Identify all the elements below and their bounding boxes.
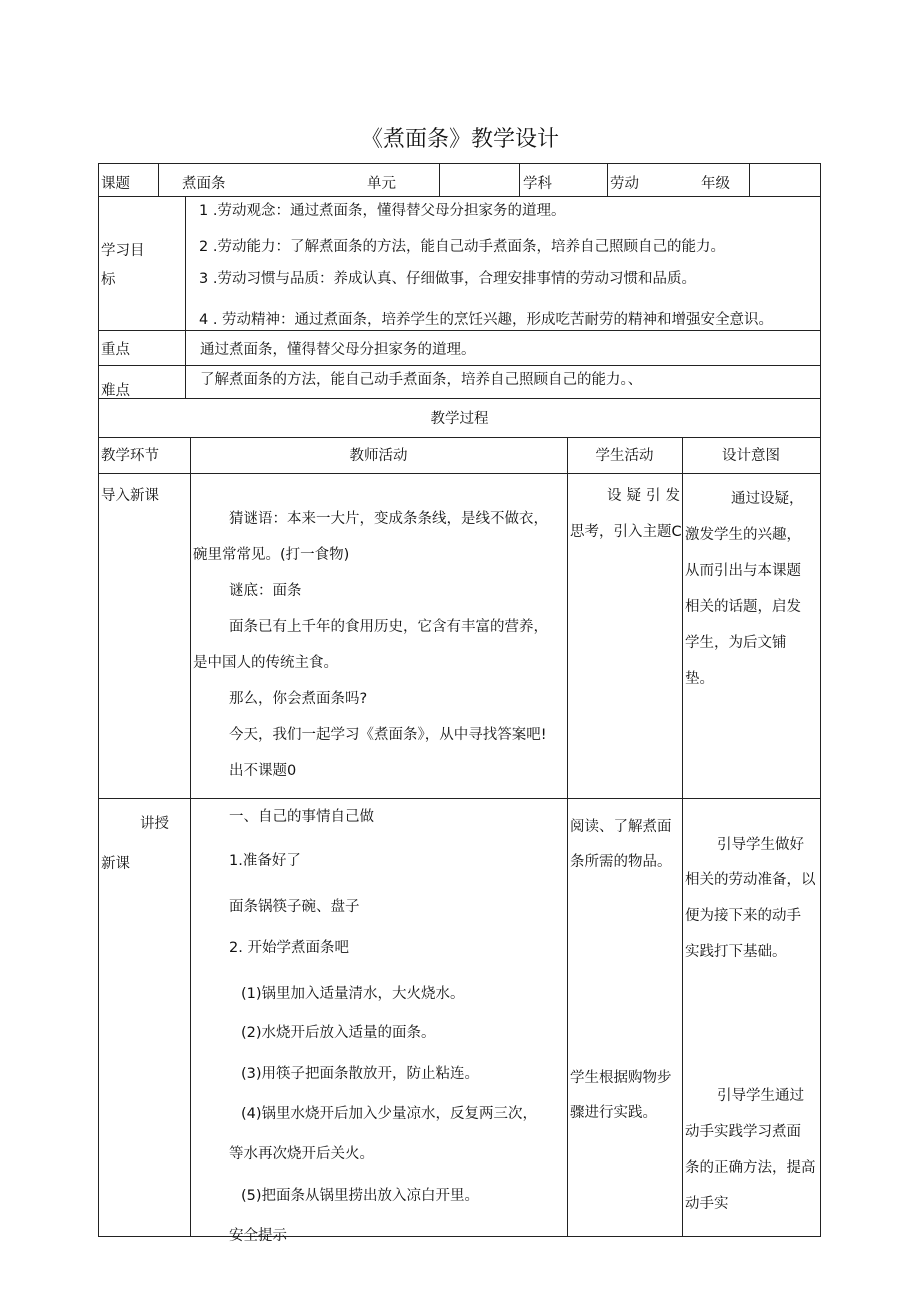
column-header-teacher: 教师活动 <box>349 448 408 464</box>
teacher-line: 猜谜语：本来一大片，变成条条线，是线不做衣， <box>229 511 548 527</box>
teacher-line: 2. 开始学煮面条吧 <box>229 940 349 956</box>
stage-new-lesson: 讲授 <box>140 816 169 832</box>
teacher-line: 出不课题0 <box>229 763 297 779</box>
teacher-line: (4)锅里水烧开后加入少量凉水，反复两三次， <box>241 1106 538 1122</box>
difficulty-label: 难点 <box>101 383 130 399</box>
intent-line: 相关的话题，启发 <box>685 599 801 615</box>
objectives-label-2: 标 <box>101 272 116 288</box>
column-header-stage: 教学环节 <box>101 448 159 464</box>
objective-item: 2 .劳动能力：了解煮面条的方法，能自己动手煮面条，培养自己照顾自己的能力。 <box>199 239 725 255</box>
intent-line: 条的正确方法，提高 <box>685 1160 816 1176</box>
teacher-line: (2)水烧开后放入适量的面条。 <box>241 1025 436 1041</box>
intent-line: 从而引出与本课题 <box>685 563 801 579</box>
discipline-label: 学科 <box>523 176 552 192</box>
teacher-line: 一、自己的事情自己做 <box>229 809 374 825</box>
intro-student-activity: 设疑引发 <box>607 488 685 504</box>
objective-item: 4 . 劳动精神：通过煮面条，培养学生的烹饪兴趣，形成吃苦耐劳的精神和增强安全意识。 <box>199 312 774 328</box>
objective-item: 3 .劳动习惯与品质：养成认真、仔细做事，合理安排事情的劳动习惯和品质。 <box>199 271 696 287</box>
student-line: 条所需的物品。 <box>570 854 672 870</box>
stage-intro: 导入新课 <box>101 488 159 504</box>
unit-label: 单元 <box>367 176 396 192</box>
objective-item: 1 .劳动观念：通过煮面条，懂得替父母分担家务的道理。 <box>199 203 566 219</box>
student-line: 阅读、了解煮面 <box>570 819 672 835</box>
intent-line: 引导学生通过 <box>717 1088 804 1104</box>
teacher-line: 碗里常常见。(打一食物) <box>193 547 350 563</box>
teacher-line: 那么，你会煮面条吗? <box>229 691 368 707</box>
objectives-label: 学习目 <box>101 243 145 259</box>
teacher-line: (3)用筷子把面条散放开，防止粘连。 <box>241 1066 480 1082</box>
teacher-line: (1)锅里加入适量清水，大火烧水。 <box>241 986 465 1002</box>
teacher-line: 等水再次烧开后关火。 <box>229 1146 374 1162</box>
teacher-line: 谜底：面条 <box>229 583 302 599</box>
intro-student-activity-2: 思考，引入主题C <box>570 524 682 540</box>
intent-line: 学生，为后文铺 <box>685 635 787 651</box>
page-title: 《煮面条》教学设计 <box>360 127 559 152</box>
key-point-label: 重点 <box>101 342 130 358</box>
column-header-intent: 设计意图 <box>722 448 780 464</box>
intent-line: 激发学生的兴趣， <box>685 527 801 543</box>
teacher-line: 是中国人的传统主食。 <box>193 655 338 671</box>
teacher-line: 今天，我们一起学习《煮面条》，从中寻找答案吧! <box>229 727 547 743</box>
intent-line: 动手实践学习煮面 <box>685 1124 801 1140</box>
grade-label: 年级 <box>701 176 730 192</box>
subject-label: 课题 <box>101 176 130 192</box>
intent-line: 实践打下基础。 <box>685 944 787 960</box>
intent-line: 便为接下来的动手 <box>685 908 801 924</box>
intent-line: 通过设疑， <box>731 491 804 507</box>
teacher-line: 1.准备好了 <box>229 853 301 869</box>
student-line: 骤进行实践。 <box>570 1105 657 1121</box>
teacher-line: (5)把面条从锅里捞出放入凉白开里。 <box>241 1188 480 1204</box>
teacher-line: 面条已有上千年的食用历史，它含有丰富的营养， <box>229 619 548 635</box>
difficulty-value: 了解煮面条的方法，能自己动手煮面条，培养自己照顾自己的能力。、 <box>200 372 643 388</box>
column-header-student: 学生活动 <box>595 448 654 464</box>
stage-new-lesson-2: 新课 <box>101 856 130 872</box>
intent-line: 动手实 <box>685 1196 729 1212</box>
teacher-line: 面条锅筷子碗、盘子 <box>229 899 360 915</box>
discipline-value: 劳动 <box>610 176 639 192</box>
process-heading: 教学过程 <box>430 411 489 427</box>
teacher-line: 安全提示 <box>229 1228 287 1244</box>
intent-line: 引导学生做好 <box>717 837 804 853</box>
intent-line: 相关的劳动准备，以 <box>685 872 816 888</box>
student-line: 学生根据购物步 <box>570 1070 672 1086</box>
key-point-value: 通过煮面条，懂得替父母分担家务的道理。 <box>200 342 476 358</box>
intent-line: 垫。 <box>685 671 714 687</box>
subject-value: 煮面条 <box>182 176 226 192</box>
